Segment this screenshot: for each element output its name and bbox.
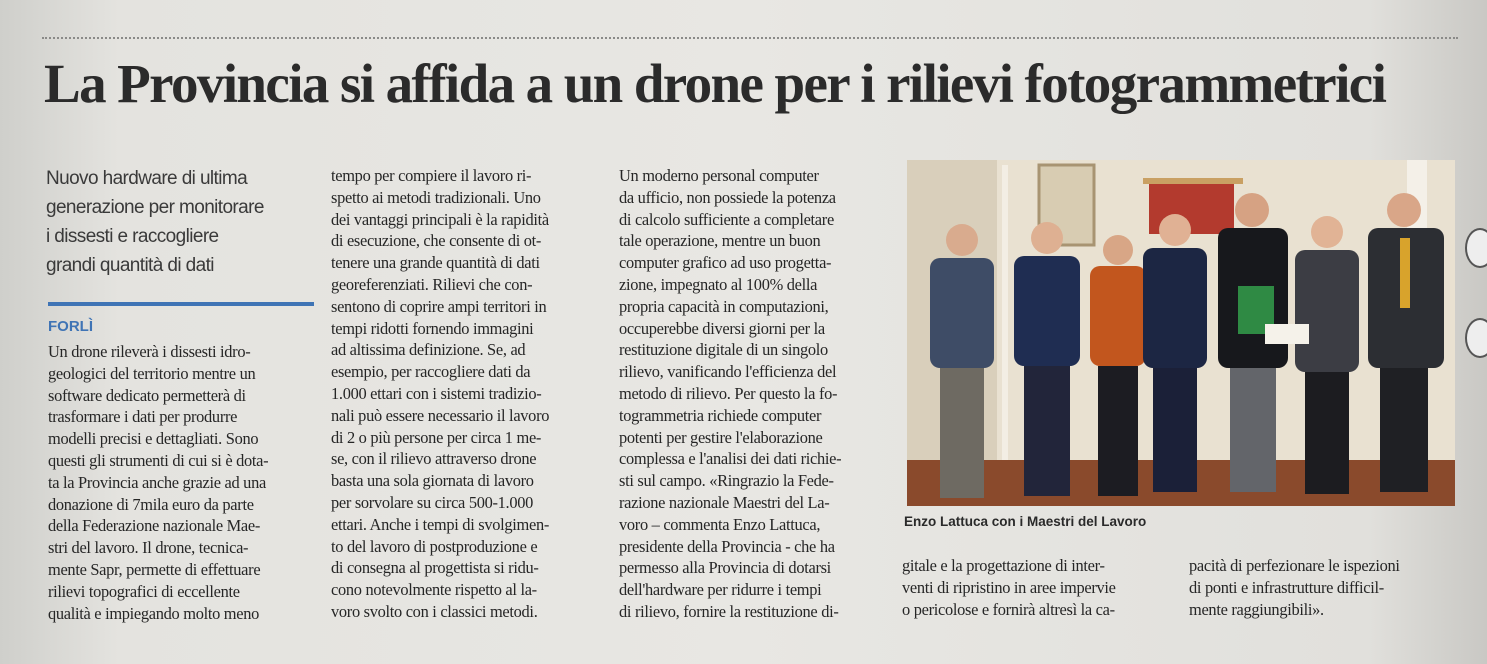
body-line: propria capacità in computazioni,	[619, 296, 829, 316]
standfirst-line: Nuovo hardware di ultima	[46, 168, 248, 189]
body-column-3	[619, 165, 879, 623]
body-line: qualità e impiegando molto meno	[48, 603, 260, 623]
group-photo-illustration	[907, 160, 1455, 506]
body-line: ettari. Anche i tempi di svolgimen-	[331, 514, 550, 534]
body-line: presidente della Provincia - che ha	[619, 536, 835, 556]
body-line: voro svolto con i classici metodi.	[331, 601, 538, 621]
body-line: 1.000 ettari con i sistemi tradizio-	[331, 383, 542, 403]
body-line: trasformare i dati per produrre	[48, 407, 238, 427]
body-line: tale operazione, mentre un buon	[619, 231, 821, 251]
body-line: voro – commenta Enzo Lattuca,	[619, 514, 821, 534]
body-line: di rilievo, fornire la restituzione di-	[619, 601, 839, 621]
standfirst-line: i dissesti e raccogliere	[46, 226, 219, 247]
body-line: tempi ridotti fornendo immagini	[331, 318, 534, 338]
body-line: della Federazione nazionale Mae-	[48, 516, 261, 536]
body-line: tenere una grande quantità di dati	[331, 253, 540, 273]
body-line: restituzione digitale di un singolo	[619, 340, 828, 360]
body-line: esempio, per raccogliere dati da	[331, 362, 531, 382]
body-line: dell'hardware per ridurre i tempi	[619, 580, 822, 600]
body-line: Un moderno personal computer	[619, 166, 819, 185]
body-line: per sorvolare su circa 500-1.000	[331, 492, 534, 512]
standfirst-line: grandi quantità di dati	[46, 255, 214, 276]
body-line: nali può essere necessario il lavoro	[331, 405, 550, 425]
body-line: zione, impegnato al 100% della	[619, 274, 818, 294]
body-line: togrammetria richiede computer	[619, 405, 822, 425]
top-dotted-rule	[42, 37, 1458, 39]
body-line: ad altissima definizione. Se, ad	[331, 340, 526, 360]
body-line: razione nazionale Maestri del La-	[619, 492, 830, 512]
dateline: FORLÌ	[48, 318, 93, 335]
body-line: ta la Provincia anche grazie ad una	[48, 472, 266, 492]
body-column-1	[48, 341, 313, 624]
body-line: software dedicato permetterà di	[48, 385, 246, 405]
body-line: sti sul campo. «Ringrazio la Fede-	[619, 471, 834, 491]
body-line: di esecuzione, che consente di ot-	[331, 231, 542, 251]
body-line: basta una sola giornata di lavoro	[331, 471, 534, 491]
body-line: to del lavoro di postproduzione e	[331, 536, 538, 556]
body-line: computer grafico ad uso progetta-	[619, 253, 832, 273]
standfirst-line: generazione per monitorare	[46, 197, 264, 218]
body-line: di consegna al progettista si ridu-	[331, 558, 539, 578]
body-line: Un drone rileverà i dissesti idro-	[48, 342, 251, 361]
body-line: dei vantaggi principali è la rapidità	[331, 209, 549, 229]
body-line: modelli precisi e dettagliati. Sono	[48, 429, 259, 449]
body-line: mente Sapr, permette di effettuare	[48, 559, 261, 579]
group-photo	[907, 160, 1455, 506]
body-line: sentono di coprire ampi territori in	[331, 296, 547, 316]
standfirst	[46, 164, 306, 280]
body-line: rilievo, vanificando l'efficienza del	[619, 362, 837, 382]
body-line: gitale e la progettazione di inter-	[902, 556, 1105, 575]
chevron-left-icon[interactable]	[1465, 228, 1487, 268]
body-column-4	[902, 555, 1172, 620]
body-line: donazione di 7mila euro da parte	[48, 494, 254, 514]
body-line: mente raggiungibili».	[1189, 599, 1324, 619]
body-column-2	[331, 165, 597, 623]
body-line: cono notevolmente rispetto al la-	[331, 580, 537, 600]
body-line: complessa e l'analisi dei dati richie-	[619, 449, 842, 469]
body-line: spetto ai metodi tradizionali. Uno	[331, 187, 541, 207]
body-line: tempo per compiere il lavoro ri-	[331, 166, 532, 185]
body-line: o pericolose e fornirà altresì la ca-	[902, 599, 1115, 619]
body-line: da ufficio, non possiede la potenza	[619, 187, 836, 207]
body-line: di calcolo sufficiente a completare	[619, 209, 834, 229]
body-line: rilievi topografici di eccellente	[48, 581, 240, 601]
body-line: di ponti e infrastrutture difficil-	[1189, 577, 1384, 597]
body-line: occuperebbe diversi giorni per la	[619, 318, 825, 338]
body-line: questi gli strumenti di cui si è dota-	[48, 450, 269, 470]
body-line: geologici del territorio mentre un	[48, 363, 256, 383]
body-line: pacità di perfezionare le ispezioni	[1189, 556, 1400, 575]
chevron-right-icon[interactable]	[1465, 318, 1487, 358]
body-line: georeferenziati. Rilievi che con-	[331, 274, 533, 294]
body-line: venti di ripristino in aree impervie	[902, 577, 1116, 597]
body-line: potenti per gestire l'elaborazione	[619, 427, 823, 447]
accent-rule	[48, 302, 314, 306]
body-line: se, con il rilievo attraverso drone	[331, 449, 537, 469]
photo-caption: Enzo Lattuca con i Maestri del Lavoro	[904, 514, 1147, 529]
body-line: di 2 o più persone per circa 1 me-	[331, 427, 542, 447]
body-line: metodo di rilievo. Per questo la fo-	[619, 383, 838, 403]
body-line: stri del lavoro. Il drone, tecnica-	[48, 538, 249, 558]
headline: La Provincia si affida a un drone per i rilievi fotogrammetrici	[44, 53, 1386, 114]
body-line: permesso alla Provincia di dotarsi	[619, 558, 831, 578]
body-column-5	[1189, 555, 1459, 620]
